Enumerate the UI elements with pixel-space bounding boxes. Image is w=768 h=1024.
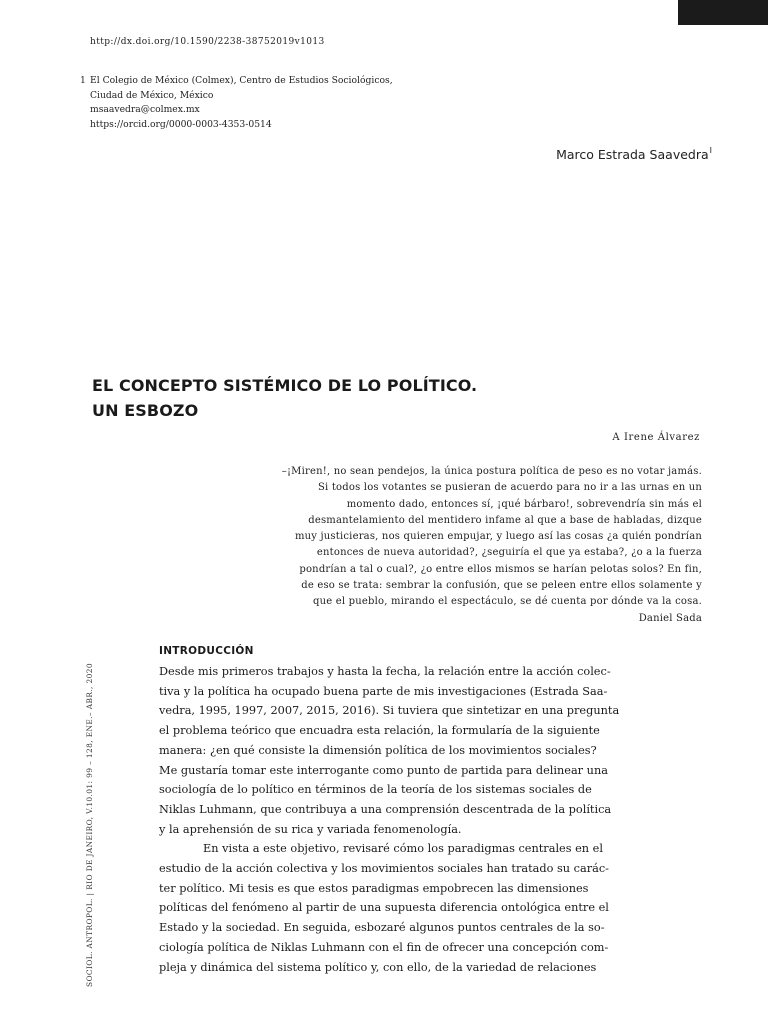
- doi-link[interactable]: http://dx.doi.org/10.1590/2238-38752019v1013: [90, 37, 325, 47]
- body-line: Niklas Luhmann, que contribuya a una comprensión descentrada de la política: [159, 802, 612, 816]
- body-line: tiva y la política ha ocupado buena parte de mis investigaciones (Estrada Saa-: [159, 684, 608, 698]
- epigraph-line: pondrían a tal o cual?, ¿o entre ellos mismos se harían pelotas solos? En fin,: [299, 563, 702, 575]
- epigraph-attribution: Daniel Sada: [638, 612, 702, 624]
- journal-running-head: SOCIOL. ANTROPOL. | RIO DE JANEIRO, V.10.01: 99 – 128, ENE.– ABR., 2020: [85, 663, 94, 987]
- dedication: A Irene Álvarez: [612, 432, 700, 443]
- body-line: estudio de la acción colectiva y los movimientos sociales han tratado su carác-: [159, 862, 609, 876]
- body-line: ciología política de Niklas Luhmann con el fin de ofrecer una concepción com-: [159, 940, 609, 954]
- epigraph-line: muy justicieras, nos quieren empujar, y luego así las cosas ¿a quién pondrían: [294, 531, 702, 543]
- epigraph-line: entonces de nueva autoridad?, ¿seguiría el que ya estaba?, ¿o a la fuerza: [316, 547, 702, 559]
- article-title-line: UN ESBOZO: [92, 401, 199, 420]
- body-line: vedra, 1995, 1997, 2007, 2015, 2016). Si tuviera que sintetizar en una pregunta: [159, 704, 620, 718]
- epigraph: [222, 464, 702, 627]
- epigraph-line: de eso se trata: sembrar la confusión, que se peleen entre ellos solamente y: [301, 580, 702, 592]
- body-line: el problema teórico que encuadra esta relación, la formularía de la siguiente: [159, 724, 600, 738]
- body-line: Desde mis primeros trabajos y hasta la fecha, la relación entre la acción colec-: [159, 665, 611, 678]
- body-line: manera: ¿en qué consiste la dimensión política de los movimientos sociales?: [159, 743, 597, 757]
- body-line: Estado y la sociedad. En seguida, esbozaré algunos puntos centrales de la so-: [159, 921, 605, 935]
- author-affiliation: [80, 74, 393, 132]
- affiliation-number: 1: [80, 75, 86, 86]
- author-superscript: I: [709, 146, 712, 155]
- body-line: pleja y dinámica del sistema político y, con ello, de la variedad de relaciones: [159, 960, 597, 974]
- epigraph-line: que el pueblo, mirando el espectáculo, se dé cuenta por dónde va la cosa.: [313, 596, 702, 608]
- affiliation-orcid[interactable]: https://orcid.org/0000-0003-4353-0514: [90, 118, 272, 130]
- body-line: ter político. Mi tesis es que estos paradigmas empobrecen las dimensiones: [159, 881, 589, 895]
- affiliation-institution: El Colegio de México (Colmex), Centro de Estudios Sociológicos,: [90, 75, 393, 86]
- body-line: sociología de lo político en términos de la teoría de los sistemas sociales de: [159, 783, 592, 797]
- body-line: y la aprehensión de su rica y variada fenomenología.: [159, 822, 462, 836]
- corner-tab-block: [678, 0, 768, 25]
- article-title-line: EL CONCEPTO SISTÉMICO DE LO POLÍTICO.: [92, 376, 478, 395]
- epigraph-line: –¡Miren!, no sean pendejos, la única postura política de peso es no votar jamás.: [281, 466, 702, 477]
- article-title: [92, 373, 477, 423]
- body-line: En vista a este objetivo, revisaré cómo los paradigmas centrales en el: [203, 842, 603, 856]
- body-line: Me gustaría tomar este interrogante como punto de partida para delinear una: [159, 763, 608, 777]
- affiliation-email[interactable]: msaavedra@colmex.mx: [90, 104, 200, 116]
- body-line: políticas del fenómeno al partir de una supuesta diferencia ontológica entre el: [159, 901, 609, 915]
- author-name-text: Marco Estrada Saavedra: [556, 147, 709, 162]
- body-text: [159, 662, 679, 977]
- epigraph-line: desmantelamiento del mentidero infame al que a base de habladas, dizque: [308, 514, 702, 526]
- section-heading: INTRODUCCIÓN: [159, 645, 254, 657]
- affiliation-city: Ciudad de México, México: [90, 89, 214, 101]
- epigraph-line: Si todos los votantes se pusieran de acuerdo para no ir a las urnas en un: [318, 482, 702, 494]
- epigraph-line: momento dado, entonces sí, ¡qué bárbaro!, sobrevendría sin más el: [346, 498, 702, 510]
- author-name: [556, 146, 712, 162]
